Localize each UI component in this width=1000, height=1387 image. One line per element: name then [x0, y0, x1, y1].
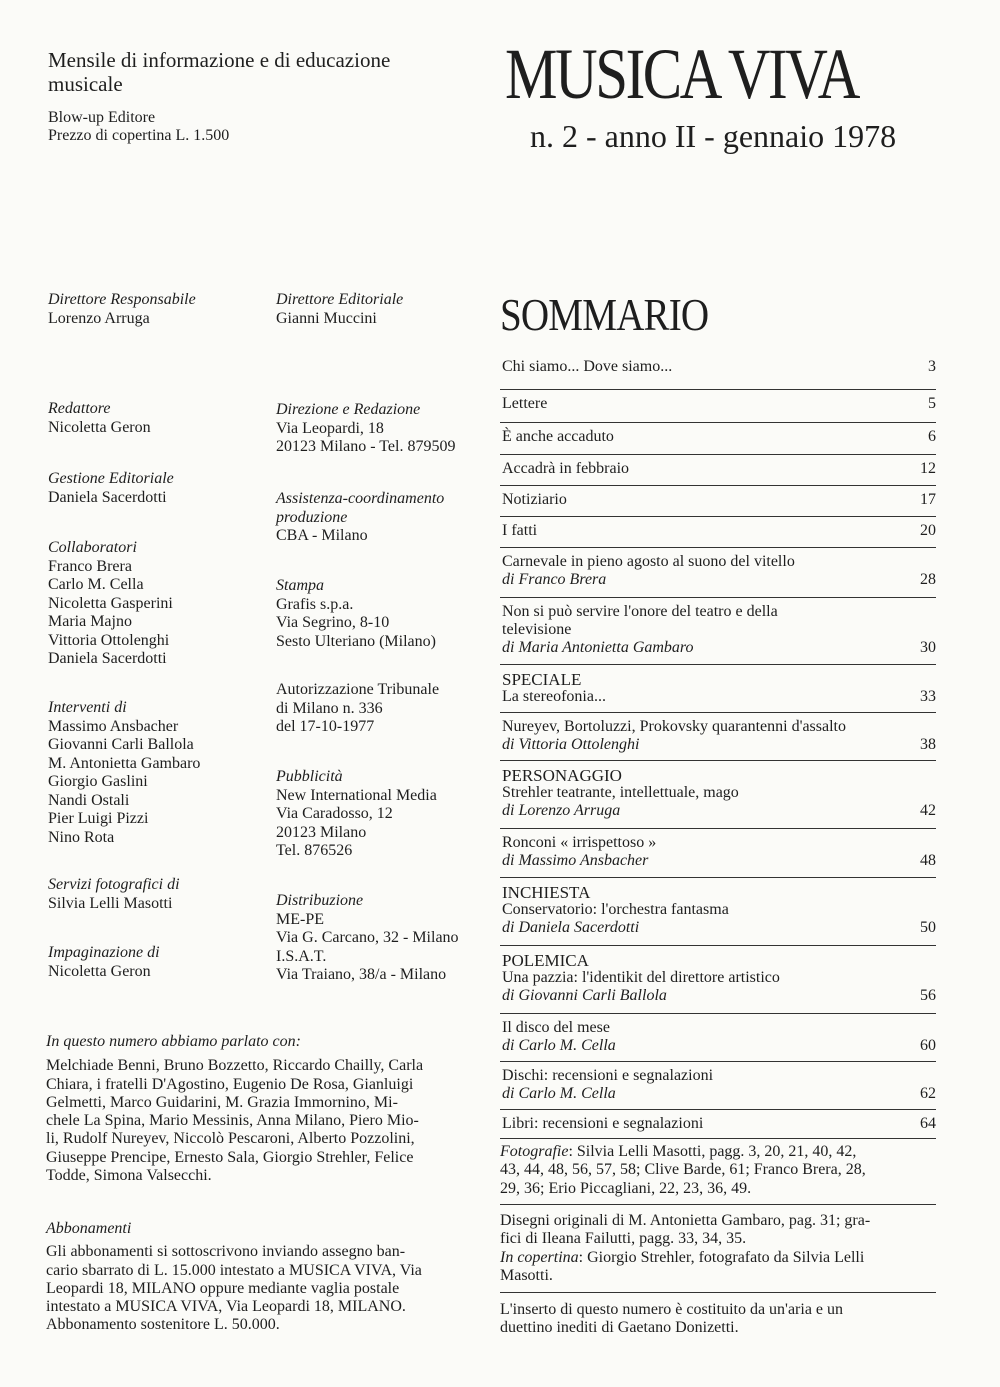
credit-name: Vittoria Ottolenghi	[48, 631, 170, 649]
toc-page-number: 12	[920, 460, 936, 477]
credit-name: Gianni Muccini	[276, 309, 377, 327]
fotografie-label: Fotografie	[500, 1143, 569, 1160]
text-line: Gelmetti, Marco Guidarini, M. Grazia Immornino, Mi-	[46, 1093, 398, 1111]
toc-title: Il disco del mese	[502, 1019, 610, 1036]
toc-title: Strehler teatrante, intellettuale, mago	[502, 783, 739, 801]
credit-name: Massimo Ansbacher	[48, 717, 179, 735]
toc-entry	[500, 1109, 936, 1141]
credit-name: New International Media	[276, 786, 437, 804]
credit-name: Pier Luigi Pizzi	[48, 810, 149, 827]
credit-name: 20123 Milano	[276, 823, 367, 841]
toc-page-number: 30	[920, 638, 936, 656]
issue-line: n. 2 - anno II - gennaio 1978	[530, 118, 897, 154]
toc-entry	[500, 358, 936, 389]
toc-entry	[500, 547, 936, 598]
toc-page-number: 62	[920, 1084, 936, 1102]
inserto-text: duettino inediti di Gaetano Donizetti.	[500, 1319, 739, 1337]
toc-entry	[500, 516, 936, 548]
toc-entry	[500, 422, 936, 455]
credit-name: Tel. 876526	[276, 842, 353, 859]
credit-block	[48, 876, 180, 913]
inserto-note	[500, 1301, 936, 1338]
toc-entry	[500, 945, 936, 1014]
toc-author: di Maria Antonietta Gambaro	[502, 638, 694, 656]
toc-page-number: 5	[928, 395, 936, 412]
credit-block	[48, 944, 160, 981]
credit-name: Via Caradosso, 12	[276, 805, 393, 822]
fotografie-credits	[500, 1143, 936, 1198]
abbonamenti-heading: Abbonamenti	[46, 1220, 132, 1237]
toc-page-number: 38	[920, 735, 936, 753]
credit-role: Redattore	[48, 400, 111, 417]
toc-title: televisione	[502, 620, 572, 638]
toc-entry	[500, 877, 936, 946]
disegni-text: fici di Ileana Failutti, pagg. 33, 34, 35.	[500, 1230, 747, 1248]
toc-title: Non si può servire l'onore del teatro e della	[502, 603, 778, 620]
toc-page-number: 3	[928, 358, 936, 375]
credit-name: Grafis s.p.a.	[276, 595, 354, 613]
toc-entry	[500, 597, 936, 665]
toc-page-number: 28	[920, 570, 936, 588]
toc-page-number: 60	[920, 1036, 936, 1054]
credit-role: Pubblicità	[276, 768, 343, 785]
credit-role: Direzione e Redazione	[276, 401, 421, 418]
divider	[500, 1292, 936, 1293]
credit-role: Impaginazione di	[48, 944, 160, 961]
cover-price: Prezzo di copertina L. 1.500	[48, 127, 230, 144]
credit-role: Collaboratori	[48, 539, 137, 556]
toc-title: La stereofonia...	[502, 687, 606, 705]
toc-page-number: 6	[928, 428, 936, 445]
toc-entry	[500, 454, 936, 486]
toc-author: di Franco Brera	[502, 570, 607, 588]
credit-block	[276, 681, 439, 737]
credit-name: CBA - Milano	[276, 527, 368, 544]
toc-entry	[500, 712, 936, 761]
disegni-credits	[500, 1212, 936, 1285]
credit-block	[48, 291, 196, 328]
toc-title: Accadrà in febbraio	[502, 460, 630, 477]
toc-entry	[500, 828, 936, 878]
credit-name: Autorizzazione Tribunale	[276, 681, 440, 698]
credit-block	[276, 892, 459, 985]
credit-name: Silvia Lelli Masotti	[48, 894, 173, 912]
text-line: Giuseppe Prencipe, Ernesto Sala, Giorgio Strehler, Felice	[46, 1148, 414, 1166]
parlato-heading: In questo numero abbiamo parlato con:	[46, 1033, 301, 1050]
abbonamenti-section	[46, 1220, 478, 1335]
credit-block	[48, 400, 151, 437]
toc-author: di Carlo M. Cella	[502, 1084, 616, 1102]
credit-block	[48, 699, 200, 847]
toc-page-number: 56	[920, 986, 936, 1004]
toc-author: di Carlo M. Cella	[502, 1036, 616, 1054]
toc-entry	[500, 760, 936, 829]
credit-name: Sesto Ulteriano (Milano)	[276, 632, 436, 650]
credit-block	[276, 577, 436, 651]
text-line: Todde, Simona Valsecchi.	[46, 1167, 212, 1185]
sommario-title: SOMMARIO	[500, 289, 709, 340]
credit-name: Maria Majno	[48, 613, 132, 630]
toc-page-number: 33	[920, 687, 936, 705]
divider	[500, 1204, 936, 1205]
text-line: Abbonamento sostenitore L. 50.000.	[46, 1316, 280, 1334]
toc-page-number: 17	[920, 491, 936, 508]
credit-name: Nandi Ostali	[48, 791, 130, 809]
credit-block	[276, 768, 437, 861]
toc-section-label: SPECIALE	[502, 670, 582, 689]
toc-page-number: 20	[920, 522, 936, 539]
credit-role: Gestione Editoriale	[48, 470, 174, 487]
toc-title: Carnevale in pieno agosto al suono del vitello	[502, 553, 795, 570]
toc-author: di Giovanni Carli Ballola	[502, 986, 667, 1004]
divider	[500, 1138, 936, 1139]
credit-block	[276, 291, 403, 328]
copertina-text: Masotti.	[500, 1266, 553, 1284]
toc-entry	[500, 1013, 936, 1062]
text-line: chele La Spina, Mario Messinis, Anna Milano, Piero Mio-	[46, 1112, 419, 1130]
magazine-title: MUSICA VIVA	[505, 34, 858, 114]
credit-role: Interventi di	[48, 699, 127, 716]
tagline	[48, 48, 458, 96]
credit-role: Servizi fotografici di	[48, 876, 180, 893]
credit-role: Direttore Editoriale	[276, 291, 404, 308]
text-line: Chiara, i fratelli D'Agostino, Eugenio De Rosa, Gianluigi	[46, 1075, 414, 1093]
toc-title: Ronconi « irrispettoso »	[502, 834, 657, 851]
publisher: Blow-up Editore	[48, 109, 156, 126]
credit-name: Nicoletta Geron	[48, 962, 151, 980]
fotografie-text: 43, 44, 48, 56, 57, 58; Clive Barde, 61; Franco Brera, 28,	[500, 1161, 866, 1179]
toc-page-number: 50	[920, 918, 936, 936]
toc-section-label: PERSONAGGIO	[502, 766, 622, 785]
toc-author: di Vittoria Ottolenghi	[502, 735, 640, 753]
credit-name: del 17-10-1977	[276, 718, 375, 735]
credit-name: M. Antonietta Gambaro	[48, 754, 201, 772]
credit-block	[276, 490, 444, 546]
credit-name: Giorgio Gaslini	[48, 773, 148, 790]
toc-title: Lettere	[502, 395, 548, 412]
text-line: Leopardi 18, MILANO oppure mediante vaglia postale	[46, 1279, 400, 1297]
credit-name: Nicoletta Geron	[48, 418, 151, 436]
toc-title: Una pazzia: l'identikit del direttore artistico	[502, 968, 780, 986]
toc-page-number: 42	[920, 801, 936, 819]
toc-author: di Daniela Sacerdotti	[502, 918, 640, 936]
inserto-text: L'inserto di questo numero è costituito da un'aria e un	[500, 1301, 844, 1318]
toc-entry	[500, 389, 936, 423]
toc-title: Libri: recensioni e segnalazioni	[502, 1115, 704, 1132]
abbonamenti-text	[46, 1243, 478, 1334]
credit-role: Direttore Responsabile	[48, 291, 196, 308]
credit-name: Franco Brera	[48, 557, 132, 575]
credit-name: Via G. Carcano, 32 - Milano	[276, 929, 459, 946]
credit-name: I.S.A.T.	[276, 947, 327, 965]
toc-page-number: 48	[920, 851, 936, 869]
credit-role: Distribuzione	[276, 892, 364, 909]
copertina-label: In copertina	[500, 1248, 579, 1266]
text-line: li, Rudolf Nureyev, Niccolò Pescaroni, Alberto Pozzolini,	[46, 1130, 415, 1148]
toc-title: Notiziario	[502, 491, 567, 508]
credit-name: 20123 Milano - Tel. 879509	[276, 438, 456, 455]
disegni-text: Disegni originali di M. Antonietta Gambaro, pag. 31; gra-	[500, 1212, 871, 1229]
tagline-line: Mensile di informazione e di educazione	[48, 48, 391, 72]
credit-role: produzione	[276, 508, 348, 526]
credit-name: Via Traiano, 38/a - Milano	[276, 966, 447, 983]
text-line: cario sbarrato di L. 15.000 intestato a MUSICA VIVA, Via	[46, 1261, 422, 1279]
toc-entry	[500, 664, 936, 713]
toc-title: Nureyev, Bortoluzzi, Prokovsky quarantenni d'assalto	[502, 718, 846, 735]
parlato-text	[46, 1057, 478, 1185]
toc-title: Chi siamo... Dove siamo...	[502, 358, 673, 375]
toc-section-label: POLEMICA	[502, 951, 589, 970]
credit-name: ME-PE	[276, 910, 324, 928]
text-line: intestato a MUSICA VIVA, Via Leopardi 18, MILANO.	[46, 1298, 406, 1316]
credit-block	[276, 401, 455, 457]
fotografie-text: : Silvia Lelli Masotti, pagg. 3, 20, 21, 40, 42,	[568, 1143, 857, 1160]
text-line: Gli abbonamenti si sottoscrivono inviando assegno ban-	[46, 1243, 406, 1261]
parlato-section	[46, 1033, 478, 1185]
toc-title: I fatti	[502, 522, 538, 539]
credit-name: Nicoletta Gasperini	[48, 594, 173, 612]
toc-author: di Lorenzo Arruga	[502, 801, 621, 819]
credit-block	[48, 470, 174, 507]
credit-block	[48, 539, 173, 669]
credit-name: Lorenzo Arruga	[48, 309, 150, 327]
toc-entry	[500, 485, 936, 517]
toc-author: di Massimo Ansbacher	[502, 851, 649, 869]
publisher-info	[48, 109, 229, 145]
credit-name: Nino Rota	[48, 828, 115, 846]
credit-name: Daniela Sacerdotti	[48, 488, 167, 506]
credit-name: Giovanni Carli Ballola	[48, 736, 194, 753]
toc-title: Dischi: recensioni e segnalazioni	[502, 1067, 714, 1084]
toc-section-label: INCHIESTA	[502, 883, 591, 902]
credit-name: Daniela Sacerdotti	[48, 650, 167, 667]
fotografie-text: 29, 36; Erio Piccagliani, 22, 23, 36, 49.	[500, 1179, 752, 1197]
credit-name: di Milano n. 336	[276, 699, 383, 717]
text-line: Melchiade Benni, Bruno Bozzetto, Riccardo Chailly, Carla	[46, 1057, 424, 1075]
tagline-line: musicale	[48, 72, 123, 96]
toc-page-number: 64	[920, 1115, 936, 1132]
credit-name: Carlo M. Cella	[48, 576, 144, 593]
credit-role: Assistenza-coordinamento	[276, 490, 445, 507]
credit-role: Stampa	[276, 577, 324, 594]
copertina-text: : Giorgio Strehler, fotografato da Silvia Lelli	[578, 1248, 865, 1266]
credit-name: Via Segrino, 8-10	[276, 614, 390, 631]
toc-title: Conservatorio: l'orchestra fantasma	[502, 900, 729, 918]
toc-title: È anche accaduto	[502, 428, 614, 445]
credit-name: Via Leopardi, 18	[276, 419, 384, 437]
toc-entry	[500, 1061, 936, 1110]
